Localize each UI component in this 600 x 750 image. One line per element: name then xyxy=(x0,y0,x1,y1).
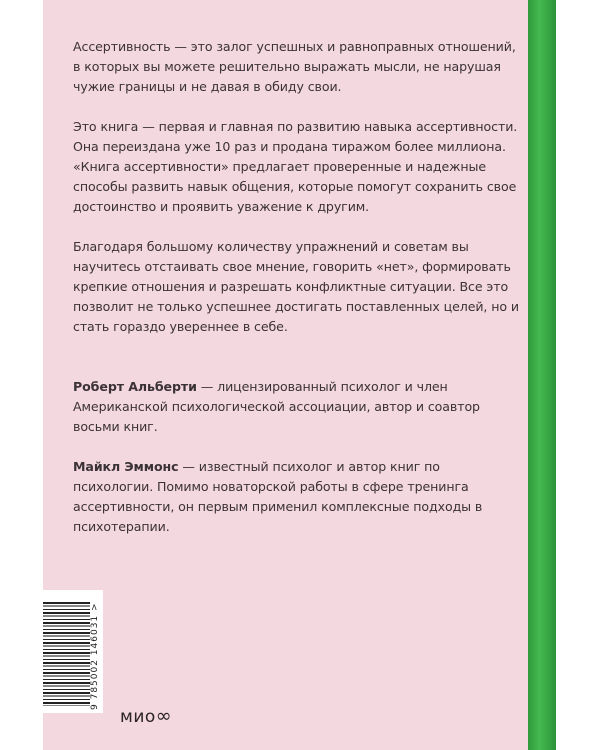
description-paragraph: Ассертивность — это залог успешных и равноправных отношений, в которых вы можете решительно выражать мысли, не нарушая чужие границы и не давая в обиду свои. xyxy=(73,39,516,94)
description-paragraph: Благодаря большому количеству упражнений и советам вы научитесь отстаивать свое мнение, говорить «нет», формировать крепкие отношения и разрешать конфликтные ситуации. Все это позволит не только успешнее достигать поставленных целей, но и стать гораздо увереннее в себе. xyxy=(73,239,519,334)
barcode-bars xyxy=(43,602,90,706)
author-bio xyxy=(73,457,523,537)
barcode-number: 9 785002 146031 > xyxy=(90,602,100,710)
author-name: Майкл Эммонс xyxy=(73,459,179,474)
author-bio xyxy=(73,377,523,437)
cover-text xyxy=(73,37,523,557)
author-bio-text: — лицензированный психолог и член Американской психологической ассоциации, автор и соавтор восьми книг. xyxy=(73,379,480,434)
publisher-logo: мио∞ xyxy=(120,705,173,727)
author-bio-text: — известный психолог и автор книг по психологии. Помимо новаторской работы в сфере тренинга ассертивности, он первым применил комплексные подходы в психотерапии. xyxy=(73,459,483,534)
book-spine xyxy=(528,0,556,750)
author-name: Роберт Альберти xyxy=(73,379,197,394)
isbn-barcode xyxy=(43,590,103,713)
description-paragraph: Это книга — первая и главная по развитию навыка ассертивности. Она переиздана уже 10 раз и продана тиражом более миллиона. «Книга ассертивности» предлагает проверенные и надежные способы развить навык общения, которые помогут сохранить свое достоинство и проявить уважение к другим. xyxy=(73,119,518,214)
